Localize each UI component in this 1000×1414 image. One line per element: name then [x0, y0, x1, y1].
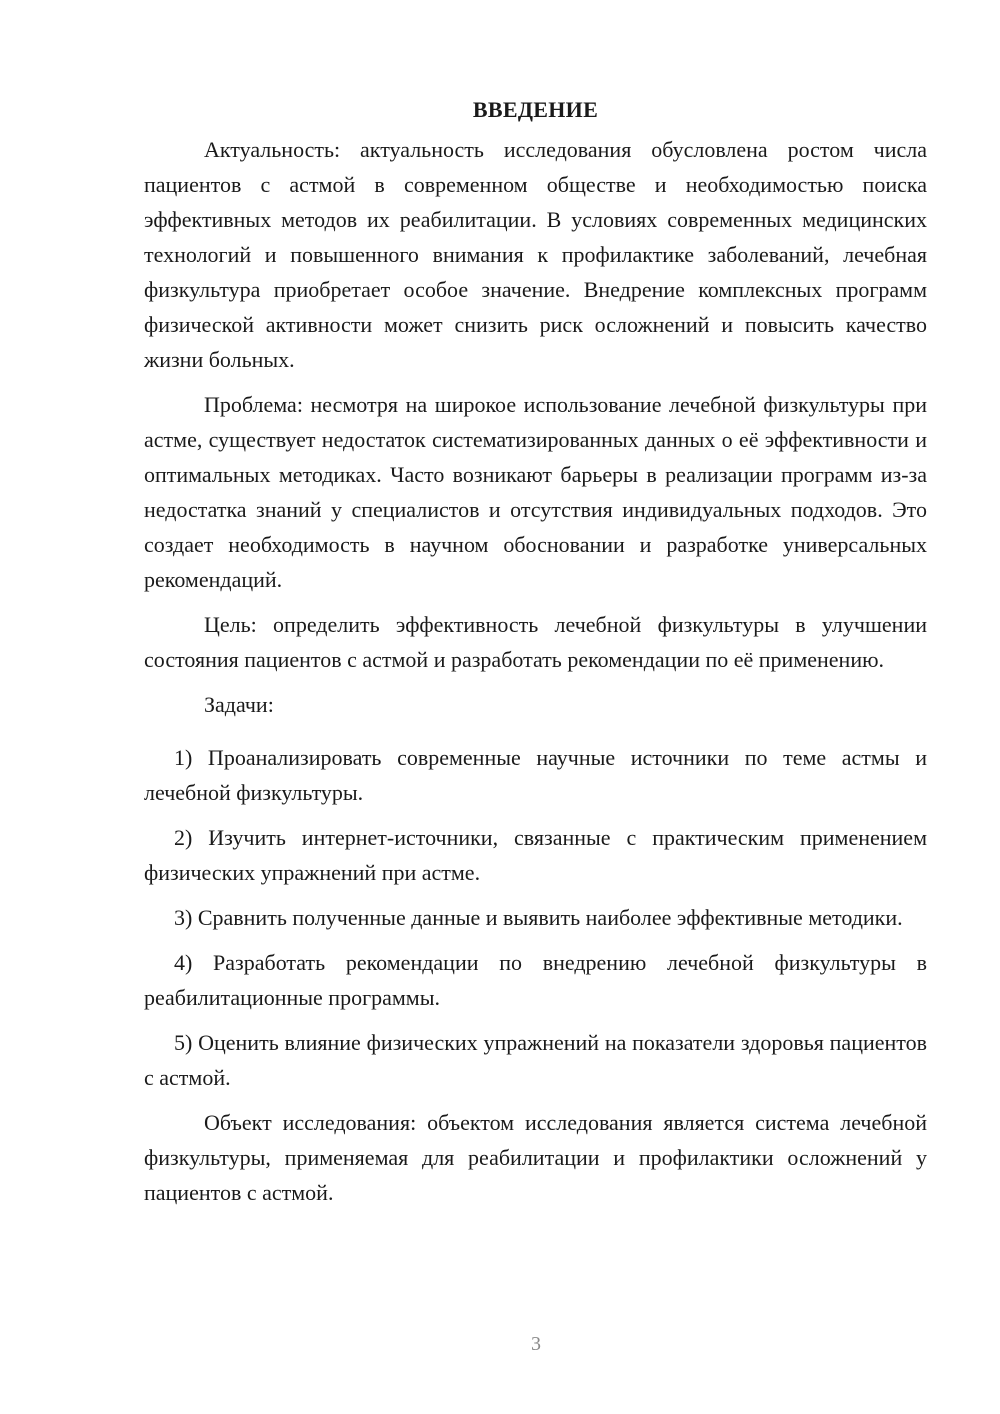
page-number: 3: [531, 1333, 541, 1355]
document-page: [144, 92, 927, 1220]
paragraph-problem: Проблема: несмотря на широкое использование лечебной физкультуры при астме, существует недостаток систематизированных данных о её эффективности и оптимальных методиках. Часто возникают барьеры в реализации программ из-за недостатка знаний у специалистов и отсутствия индивидуальных подходов. Это создает необходимость в научном обосновании и разработке универсальных рекомендаций.: [144, 392, 927, 592]
task-item-3: 3) Сравнить полученные данные и выявить наиболее эффективные методики.: [174, 905, 903, 930]
task-item-1: 1) Проанализировать современные научные источники по теме астмы и лечебной физкультуры.: [144, 745, 927, 805]
page-title: ВВЕДЕНИЕ: [472, 97, 599, 122]
paragraph-object: Объект исследования: объектом исследования является система лечебной физкультуры, применяемая для реабилитации и профилактики осложнений у пациентов с астмой.: [144, 1110, 927, 1205]
paragraph-goal: Цель: определить эффективность лечебной физкультуры в улучшении состояния пациентов с астмой и разработать рекомендации по её применению.: [144, 612, 927, 672]
paragraph-relevance: Актуальность: актуальность исследования обусловлена ростом числа пациентов с астмой в современном обществе и необходимостью поиска эффективных методов их реабилитации. В условиях современных медицинских технологий и повышенного внимания к профилактике заболеваний, лечебная физкультура приобретает особое значение. Внедрение комплексных программ физической активности может снизить риск осложнений и повысить качество жизни больных.: [144, 137, 927, 372]
tasks-label: Задачи:: [204, 692, 274, 717]
task-item-5: 5) Оценить влияние физических упражнений на показатели здоровья пациентов с астмой.: [144, 1030, 927, 1090]
task-item-2: 2) Изучить интернет-источники, связанные с практическим применением физических упражнений при астме.: [144, 825, 927, 885]
task-item-4: 4) Разработать рекомендации по внедрению лечебной физкультуры в реабилитационные программы.: [144, 950, 927, 1010]
